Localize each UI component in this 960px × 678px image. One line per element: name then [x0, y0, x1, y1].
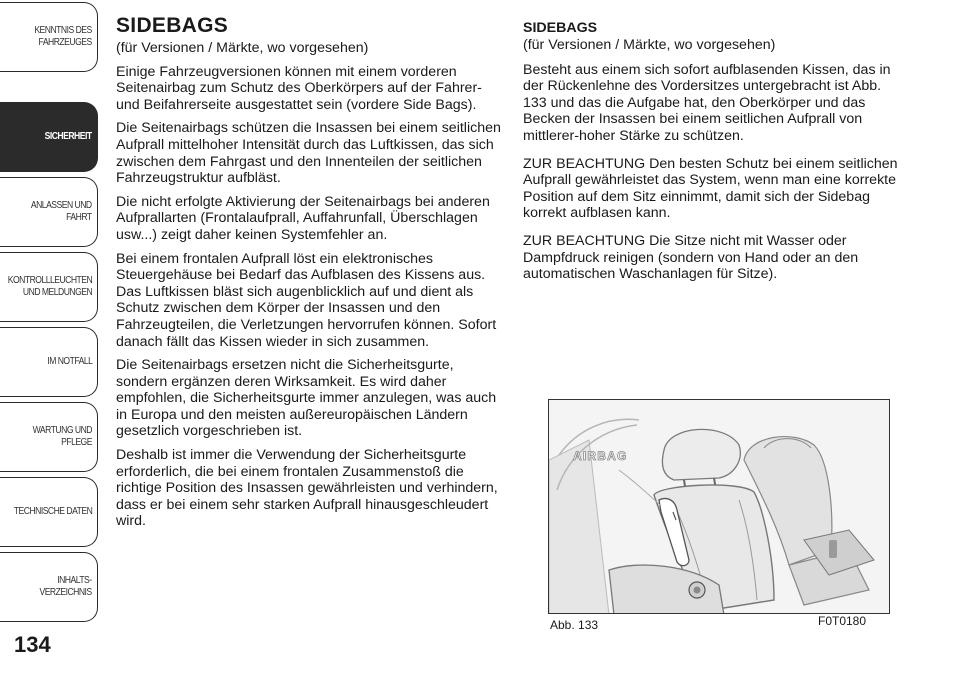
section-title: SIDEBAGS: [523, 20, 598, 36]
tab-kenntnis-des-fahrzeuges[interactable]: [0, 2, 98, 72]
section-title: SIDEBAGS: [116, 14, 229, 37]
paragraph: Die Seitenairbags schützen die Insassen bei einem seitlichen Aufprall mittelhoher Intensität durch das Luftkissen, das sich zwischen dem Fahrgast und den Innenteilen der seitlichen Fahrzeugstruktur aufbläst.: [116, 120, 501, 187]
tab-sicherheit[interactable]: [0, 102, 98, 172]
chapter-sidebar: [0, 0, 100, 640]
tab-kontrollleuchten[interactable]: [0, 252, 98, 322]
seat-airbag-figure: [548, 399, 890, 614]
airbag-label: AIRBAG: [573, 449, 628, 463]
tab-label: ANLASSEN UND FAHRT: [31, 200, 92, 223]
note-paragraph: ZUR BEACHTUNG Die Sitze nicht mit Wasser oder Dampfdruck reinigen (sondern von Hand oder an den automatischen Waschanlagen für Sitze).: [523, 232, 859, 283]
tab-label: TECHNISCHE DATEN: [13, 506, 92, 517]
paragraph: Einige Fahrzeugversionen können mit einem vorderen Seitenairbag zum Schutz des Oberkörpers auf der Fahrer- und Beifahrerseite ausgestattet sein (vordere Side Bags).: [116, 63, 482, 113]
paragraph: Bei einem frontalen Aufprall löst ein elektronisches Steuergehäuse bei Bedarf das Aufblasen des Kissens aus. Das Luftkissen bläst sich augenblicklich auf und dient als Schutz zwischen dem Körper der Insassen und den Fahrzeugteilen, die Verletzungen hervorrufen können. Sofort danach fällt das Kissen wieder in sich zusammen.: [116, 250, 497, 350]
figure-code: F0T0180: [818, 614, 867, 628]
figure-caption: Abb. 133: [550, 618, 599, 632]
tab-technische-daten[interactable]: [0, 477, 98, 547]
tab-inhaltsverzeichnis[interactable]: [0, 552, 98, 622]
section-subtitle: (für Versionen / Märkte, wo vorgesehen): [523, 37, 776, 53]
tab-im-notfall[interactable]: [0, 327, 98, 397]
tab-label: IM NOTFALL: [46, 356, 92, 367]
tab-label: KENNTNIS DES FAHRZEUGES: [34, 25, 92, 48]
page-number: 134: [14, 632, 51, 657]
paragraph: Die nicht erfolgte Aktivierung der Seitenairbags bei anderen Aufprallarten (Frontalaufprall, Auffahrunfall, Überschlagen usw...) zeigt daher keinen Systemfehler an.: [116, 193, 490, 243]
note-paragraph: ZUR BEACHTUNG Den besten Schutz bei einem seitlichen Aufprall gewährleistet das System, wenn man eine korrekte Position auf dem Sitz einnimmt, damit sich der Sidebag korrekt aufblasen kann.: [523, 155, 898, 222]
tab-label: WARTUNG UND PFLEGE: [32, 425, 92, 448]
left-column: [116, 14, 506, 537]
section-subtitle: (für Versionen / Märkte, wo vorgesehen): [116, 40, 369, 56]
paragraph: Deshalb ist immer die Verwendung der Sicherheitsgurte erforderlich, die bei einem frontalen Zusammenstoß die richtige Position des Insassen gewährleisten und verhindern, dass er bei einem sehr starken Aufprall hinausgeschleudert wird.: [116, 447, 498, 530]
right-column: [523, 14, 908, 294]
tab-label: KONTROLLLEUCHTEN UND MELDUNGEN: [7, 275, 92, 298]
paragraph: Die Seitenairbags ersetzen nicht die Sicherheitsgurte, sondern ergänzen deren Wirksamkeit. Es wird daher empfohlen, die Sicherheitsgurte immer anzulegen, was auch in Europa und den meisten außereuropäischen Ländern gesetzlich vorgeschrieben ist.: [116, 357, 497, 440]
paragraph: Besteht aus einem sich sofort aufblasenden Kissen, das in der Rückenlehne des Vordersitzes untergebracht ist Abb. 133 und das die Aufgabe hat, den Oberkörper und das Becken der Insassen bei einem seitlichen Aufprall von mittlerer-hoher Stärke zu schützen.: [523, 61, 891, 144]
tab-wartung-und-pflege[interactable]: [0, 402, 98, 472]
tab-label: SICHERHEIT: [45, 131, 92, 142]
tab-label: INHALTS- VERZEICHNIS: [39, 575, 92, 598]
car-seat-illustration: [549, 400, 890, 614]
tab-anlassen-und-fahrt[interactable]: [0, 177, 98, 247]
